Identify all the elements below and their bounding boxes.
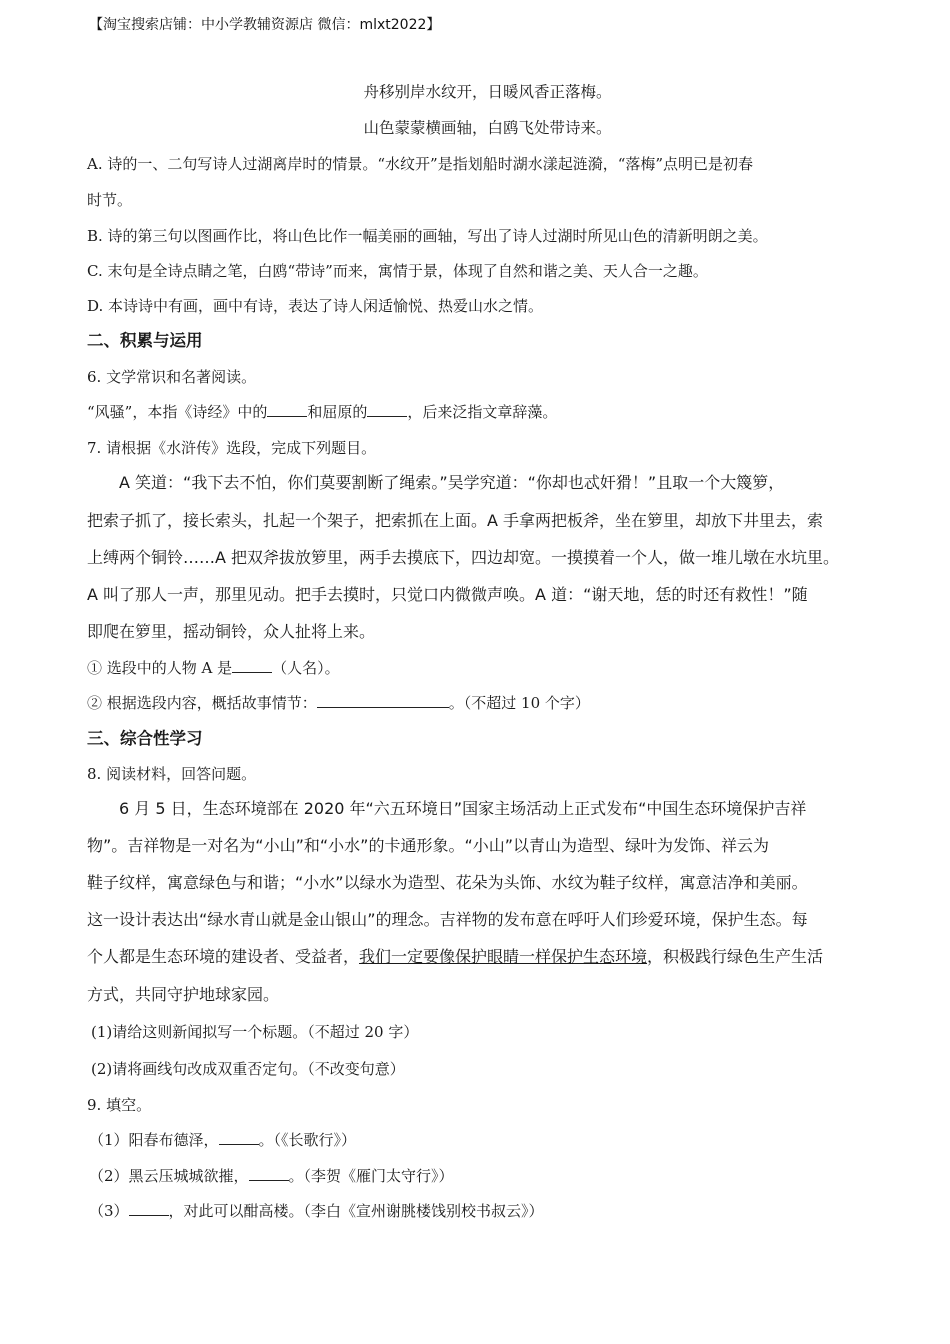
material-line: 方式，共同守护地球家园。 xyxy=(87,985,280,1004)
underlined-sentence: 我们一定要像保护眼睛一样保护生态环境 xyxy=(359,947,648,966)
answer-blank[interactable] xyxy=(219,1130,259,1145)
q7-sub1-text-end: （人名）。 xyxy=(272,659,340,677)
q9-text-end: ，对此可以酣高楼。（李白《宣州谢朓楼饯别校书叔云》） xyxy=(168,1202,544,1220)
q9-text: （3） xyxy=(89,1202,129,1220)
passage-line: 上缚两个铜铃……A 把双斧拔放箩里，两手去摸底下，四边却宽。一摸摸着一个人，做一堆儿墩在水坑里。 xyxy=(87,548,840,567)
section-heading-2: 二、积累与运用 xyxy=(87,331,203,350)
question-6-title: 6. 文学常识和名著阅读。 xyxy=(87,368,257,386)
q8-sub-2: (2)请将画线句改成双重否定句。（不改变句意） xyxy=(91,1060,405,1078)
q9-text: （1）阳春布德泽， xyxy=(89,1131,219,1149)
question-7-title: 7. 请根据《水浒传》选段，完成下列题目。 xyxy=(87,439,377,457)
material-text: 个人都是生态环境的建设者、受益者， xyxy=(87,947,360,966)
answer-blank[interactable] xyxy=(267,402,307,417)
question-6-body xyxy=(87,401,557,423)
q7-sub1-text: ① 选段中的人物 A 是 xyxy=(87,659,233,677)
passage-line: 即爬在箩里，摇动铜铃，众人扯将上来。 xyxy=(87,622,376,641)
option-a: A. 诗的一、二句写诗人过湖离岸时的情景。“水纹开”是指划船时湖水漾起涟漪，“落梅”点明已是初春 xyxy=(87,155,754,173)
material-line xyxy=(87,946,823,968)
option-c: C. 末句是全诗点睛之笔，白鸥“带诗”而来，寓情于景，体现了自然和谐之美、天人合一之趣。 xyxy=(87,262,708,280)
q6-text-1: “风骚”，本指《诗经》中的 xyxy=(87,403,268,421)
answer-blank[interactable] xyxy=(129,1201,169,1216)
question-8-title: 8. 阅读材料，回答问题。 xyxy=(87,765,257,783)
passage-line: A 叫了那人一声，那里见动。把手去摸时，只觉口内微微声唤。A 道：“谢天地，恁的时还有救性！”随 xyxy=(87,585,808,604)
q9-item-1 xyxy=(89,1129,356,1151)
material-line: 这一设计表达出“绿水青山就是金山银山”的理念。吉祥物的发布意在呼吁人们珍爱环境，保护生态。每 xyxy=(87,910,808,929)
poem-line-1: 舟移别岸水纹开，日暖风香正落梅。 xyxy=(363,83,612,101)
q9-text-end: 。（《长歌行》） xyxy=(258,1131,357,1149)
material-line: 鞋子纹样，寓意绿色与和谐；“小水”以绿水为造型、花朵为头饰、水纹为鞋子纹样，寓意洁净和美丽。 xyxy=(87,873,808,892)
answer-blank[interactable] xyxy=(232,658,272,673)
q9-text: （2）黑云压城城欲摧， xyxy=(89,1167,249,1185)
material-text: ，积极践行绿色生产生活 xyxy=(647,947,824,966)
option-b: B. 诗的第三句以图画作比，将山色比作一幅美丽的画轴，写出了诗人过湖时所见山色的清新明朗之美。 xyxy=(87,227,768,245)
section-heading-3: 三、综合性学习 xyxy=(87,729,203,748)
passage-line: 把索子抓了，接长索头，扎起一个架子，把索抓在上面。A 手拿两把板斧，坐在箩里，却放下井里去，索 xyxy=(87,511,824,530)
q7-sub-2 xyxy=(87,692,590,714)
material-line: 6 月 5 日，生态环境部在 2020 年“六五环境日”国家主场活动上正式发布“中国生态环境保护吉祥 xyxy=(119,799,807,818)
option-a-cont: 时节。 xyxy=(87,191,133,209)
answer-blank[interactable] xyxy=(249,1166,289,1181)
q6-text-3: ，后来泛指文章辞藻。 xyxy=(407,403,558,421)
q6-text-2: 和屈原的 xyxy=(307,403,368,421)
store-header: 【淘宝搜索店铺：中小学教辅资源店 微信：mlxt2022】 xyxy=(89,17,441,33)
q7-sub2-text-end: 。（不超过 10 个字） xyxy=(448,694,590,712)
passage-line: A 笑道：“我下去不怕，你们莫要割断了绳索。”吴学究道：“你却也忒奸猾！”且取一个大篾箩， xyxy=(119,473,785,492)
q7-sub-1 xyxy=(87,657,340,679)
material-line: 物”。吉祥物是一对名为“小山”和“小水”的卡通形象。“小山”以青山为造型、绿叶为发饰、祥云为 xyxy=(87,836,770,855)
q8-sub-1: (1)请给这则新闻拟写一个标题。（不超过 20 字） xyxy=(91,1023,419,1041)
question-9-title: 9. 填空。 xyxy=(87,1096,152,1114)
option-d: D. 本诗诗中有画，画中有诗，表达了诗人闲适愉悦、热爱山水之情。 xyxy=(87,297,544,315)
q9-item-3 xyxy=(89,1200,544,1222)
answer-blank[interactable] xyxy=(317,693,449,708)
q9-item-2 xyxy=(89,1165,454,1187)
q9-text-end: 。（李贺《雁门太守行》） xyxy=(288,1167,454,1185)
answer-blank[interactable] xyxy=(367,402,407,417)
poem-line-2: 山色蒙蒙横画轴，白鸥飞处带诗来。 xyxy=(363,119,612,137)
q7-sub2-text: ② 根据选段内容，概括故事情节： xyxy=(87,694,317,712)
